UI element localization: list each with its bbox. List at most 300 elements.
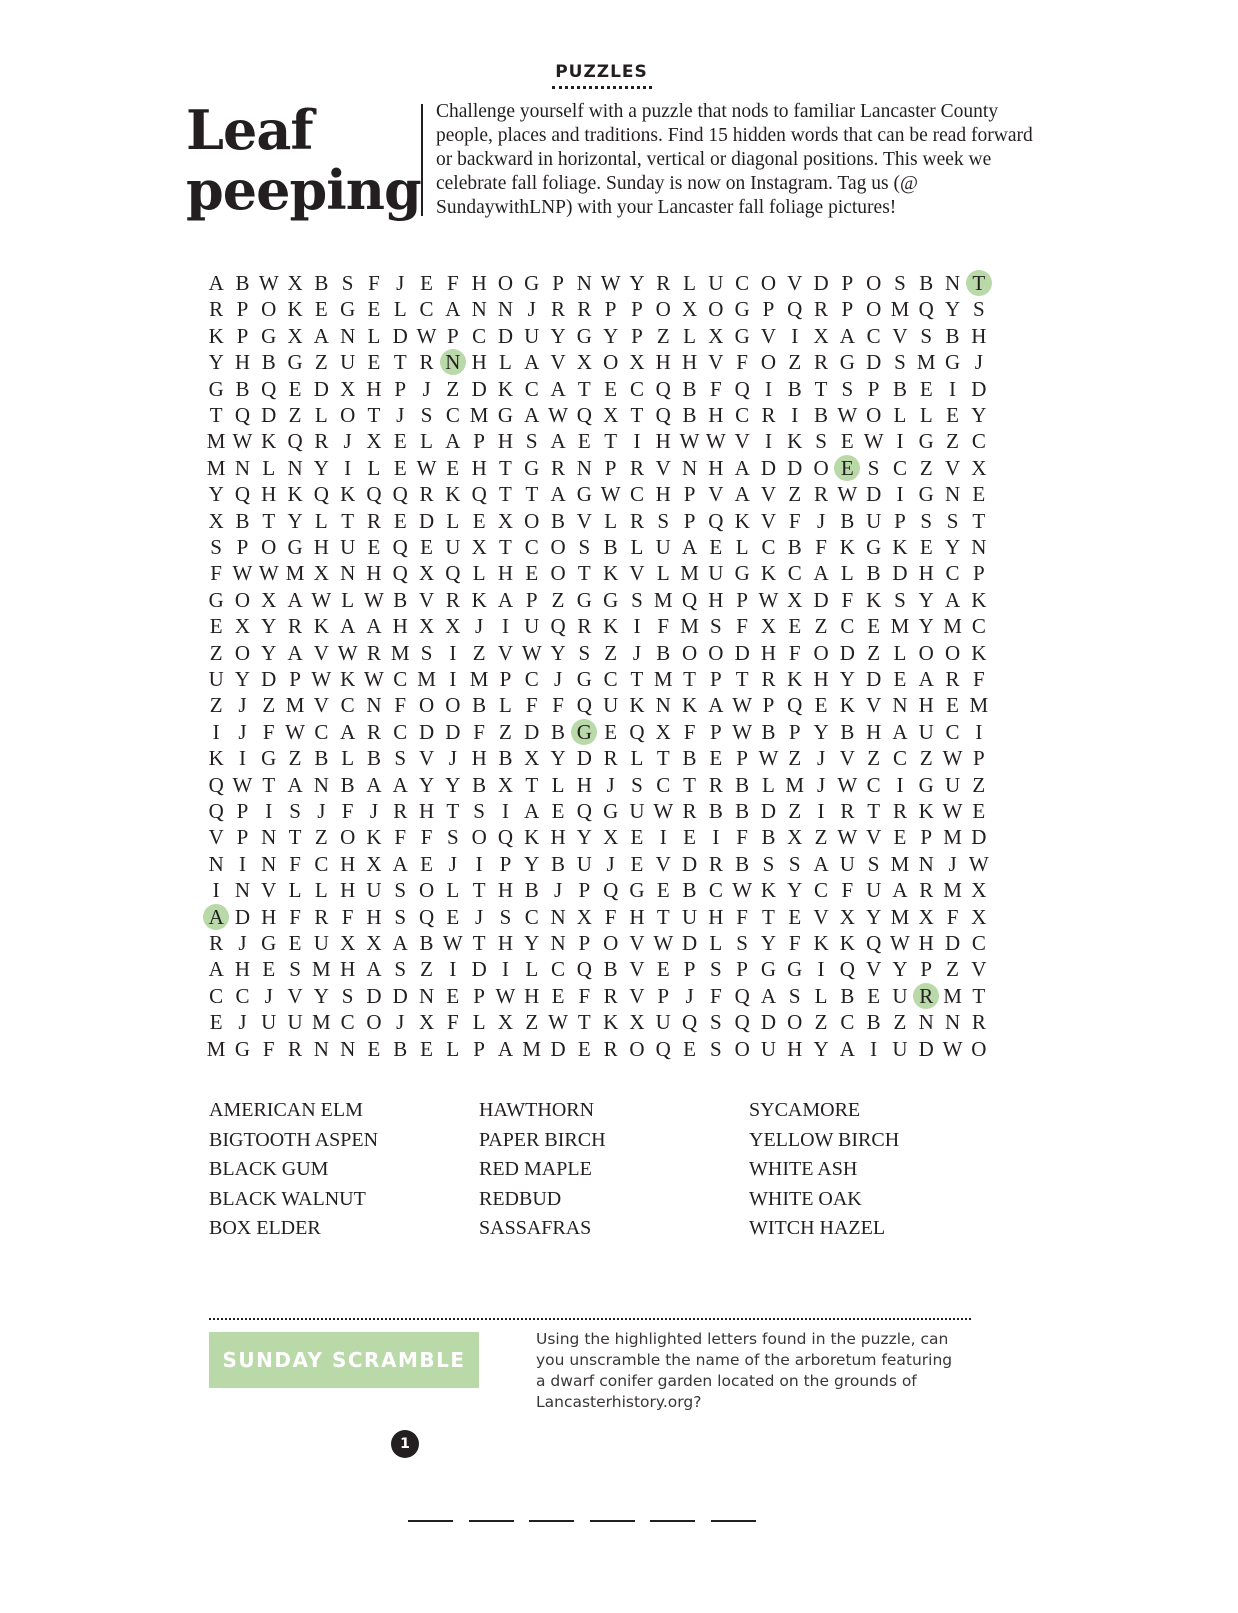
answer-blank[interactable] bbox=[650, 1520, 695, 1522]
grid-letter: Y bbox=[760, 931, 777, 955]
grid-letter: X bbox=[971, 904, 987, 929]
grid-letter: A bbox=[497, 1036, 514, 1061]
grid-letter: Q bbox=[918, 297, 934, 322]
grid-letter: G bbox=[629, 878, 645, 903]
grid-letter: F bbox=[525, 693, 538, 718]
grid-letter: U bbox=[629, 799, 645, 823]
grid-letter: Z bbox=[499, 719, 512, 744]
grid-letter: R bbox=[603, 983, 618, 1008]
grid-letter: J bbox=[343, 429, 352, 454]
grid-letter: D bbox=[813, 271, 829, 295]
grid-letter: Z bbox=[788, 799, 802, 823]
grid-letter: U bbox=[261, 1010, 277, 1035]
grid-letter: C bbox=[708, 878, 723, 903]
grid-letter: W bbox=[732, 878, 753, 903]
grid-letter: F bbox=[736, 904, 748, 929]
grid-letter: G bbox=[234, 1036, 251, 1061]
grid-letter: Y bbox=[261, 640, 277, 665]
grid-letter: Q bbox=[681, 587, 698, 612]
grid-letter: N bbox=[471, 297, 487, 322]
grid-letter: T bbox=[446, 799, 460, 823]
grid-letter: C bbox=[945, 719, 960, 744]
grid-letter: P bbox=[499, 851, 512, 876]
grid-letter: B bbox=[393, 587, 408, 612]
grid-letter: R bbox=[551, 297, 566, 322]
grid-letter: W bbox=[758, 587, 779, 612]
grid-letter: P bbox=[236, 825, 249, 850]
grid-letter: E bbox=[262, 957, 276, 982]
grid-letter: D bbox=[471, 376, 487, 401]
grid-letter: E bbox=[788, 614, 802, 639]
grid-letter: K bbox=[971, 587, 987, 612]
grid-letter: E bbox=[946, 693, 959, 718]
grid-letter: T bbox=[472, 878, 486, 903]
grid-letter: K bbox=[734, 508, 750, 533]
grid-letter: R bbox=[419, 350, 434, 375]
grid-letter: B bbox=[682, 878, 697, 903]
grid-letter: V bbox=[708, 350, 724, 375]
grid-letter: K bbox=[787, 667, 803, 691]
grid-letter: B bbox=[682, 403, 697, 427]
grid-letter: F bbox=[394, 693, 407, 718]
highlighted-letter: R bbox=[913, 983, 939, 1009]
grid-letter: P bbox=[683, 508, 696, 533]
grid-letter: L bbox=[446, 878, 460, 903]
grid-letter: I bbox=[659, 825, 667, 850]
grid-letter: L bbox=[893, 640, 907, 665]
grid-letter: G bbox=[787, 957, 803, 982]
grid-letter: Z bbox=[656, 323, 670, 348]
grid-letter: Y bbox=[813, 719, 829, 744]
grid-letter: W bbox=[942, 1036, 963, 1061]
grid-letter: M bbox=[390, 640, 410, 665]
grid-letter: I bbox=[344, 455, 352, 480]
grid-letter: P bbox=[762, 693, 775, 718]
grid-letter: S bbox=[394, 957, 407, 982]
grid-letter: I bbox=[712, 825, 720, 850]
grid-letter: O bbox=[471, 825, 487, 850]
grid-letter: E bbox=[656, 878, 670, 903]
grid-letter: Z bbox=[919, 455, 933, 480]
answer-blank[interactable] bbox=[590, 1520, 635, 1522]
grid-letter: S bbox=[841, 376, 854, 401]
scramble-heading: SUNDAY SCRAMBLE bbox=[209, 1332, 479, 1388]
grid-letter: L bbox=[735, 535, 749, 559]
grid-letter: I bbox=[475, 851, 483, 876]
grid-letter: Y bbox=[892, 957, 908, 982]
grid-letter: L bbox=[262, 455, 276, 480]
grid-letter: O bbox=[524, 508, 540, 533]
grid-letter: A bbox=[208, 957, 224, 982]
grid-letter: I bbox=[212, 878, 220, 903]
grid-letter: B bbox=[919, 271, 934, 295]
grid-letter: M bbox=[522, 1036, 542, 1061]
grid-letter: S bbox=[815, 429, 827, 454]
word-list-item: BIGTOOTH ASPEN bbox=[209, 1128, 379, 1151]
grid-letter: T bbox=[867, 799, 881, 823]
grid-letter: O bbox=[261, 535, 277, 559]
grid-letter: U bbox=[866, 508, 882, 533]
grid-letter: T bbox=[209, 403, 223, 427]
grid-letter: S bbox=[578, 640, 591, 665]
grid-letter: Q bbox=[234, 482, 251, 507]
grid-letter: M bbox=[653, 667, 673, 691]
grid-letter: Q bbox=[576, 403, 592, 427]
grid-letter: D bbox=[918, 1036, 934, 1061]
grid-letter: S bbox=[788, 983, 801, 1008]
grid-letter: N bbox=[655, 693, 671, 718]
grid-letter: A bbox=[392, 772, 408, 797]
grid-letter: Q bbox=[392, 535, 408, 559]
grid-letter: H bbox=[261, 482, 277, 507]
grid-letter: O bbox=[340, 403, 356, 427]
grid-letter: V bbox=[655, 455, 671, 480]
grid-letter: F bbox=[841, 878, 854, 903]
grid-letter: R bbox=[761, 667, 776, 691]
grid-letter: P bbox=[683, 482, 696, 507]
grid-letter: B bbox=[787, 535, 802, 559]
grid-letter: J bbox=[527, 297, 536, 322]
grid-letter: K bbox=[497, 376, 514, 401]
answer-blank[interactable] bbox=[408, 1520, 453, 1522]
word-list-item: YELLOW BIRCH bbox=[749, 1128, 900, 1151]
grid-letter: B bbox=[682, 746, 697, 771]
grid-letter: F bbox=[604, 904, 617, 929]
grid-letter: O bbox=[603, 350, 619, 375]
grid-letter: S bbox=[788, 851, 801, 876]
grid-letter: D bbox=[261, 667, 277, 691]
grid-letter: M bbox=[969, 693, 989, 718]
grid-letter: X bbox=[366, 429, 382, 454]
grid-letter: Z bbox=[788, 350, 802, 375]
grid-letter: J bbox=[606, 851, 615, 876]
grid-letter: J bbox=[422, 376, 431, 401]
grid-letter: Q bbox=[445, 561, 461, 586]
grid-letter: F bbox=[946, 904, 959, 929]
grid-letter: E bbox=[656, 957, 670, 982]
grid-letter: S bbox=[394, 878, 407, 903]
grid-letter: J bbox=[238, 931, 247, 955]
grid-letter: J bbox=[632, 640, 642, 665]
grid-letter: Q bbox=[787, 297, 803, 322]
grid-letter: E bbox=[709, 746, 723, 771]
grid-letter: E bbox=[577, 429, 591, 454]
grid-letter: S bbox=[578, 535, 591, 559]
grid-letter: G bbox=[524, 455, 540, 480]
grid-letter: H bbox=[234, 957, 251, 982]
grid-letter: K bbox=[524, 825, 540, 850]
grid-letter: V bbox=[655, 851, 671, 876]
grid-letter: H bbox=[708, 587, 724, 612]
grid-letter: T bbox=[762, 904, 775, 929]
grid-letter: Q bbox=[681, 1010, 698, 1035]
grid-letter: X bbox=[418, 614, 435, 639]
grid-letter: F bbox=[552, 693, 564, 718]
grid-letter: B bbox=[603, 535, 618, 559]
grid-letter: U bbox=[839, 851, 855, 876]
grid-letter: R bbox=[288, 1036, 303, 1061]
grid-letter: D bbox=[760, 455, 777, 480]
grid-letter: K bbox=[340, 482, 356, 507]
grid-letter: C bbox=[761, 535, 776, 559]
grid-letter: V bbox=[418, 587, 435, 612]
grid-letter: N bbox=[418, 983, 435, 1008]
grid-letter: E bbox=[893, 667, 907, 691]
grid-letter: W bbox=[600, 482, 621, 507]
grid-letter: K bbox=[892, 535, 908, 559]
grid-letter: G bbox=[208, 376, 224, 401]
grid-letter: S bbox=[289, 957, 301, 982]
grid-letter: A bbox=[340, 614, 356, 639]
grid-letter: F bbox=[972, 667, 985, 691]
grid-letter: C bbox=[866, 323, 881, 348]
grid-letter: A bbox=[445, 429, 461, 454]
grid-letter: V bbox=[550, 350, 566, 375]
grid-letter: A bbox=[366, 957, 382, 982]
grid-letter: K bbox=[603, 614, 619, 639]
grid-letter: A bbox=[681, 535, 698, 559]
grid-letter: P bbox=[236, 323, 249, 348]
grid-letter: Z bbox=[314, 350, 328, 375]
grid-letter: N bbox=[208, 851, 224, 876]
grid-letter: X bbox=[839, 904, 855, 929]
grid-letter: L bbox=[341, 746, 355, 771]
grid-letter: S bbox=[525, 429, 538, 454]
grid-letter: J bbox=[816, 746, 826, 771]
grid-letter: B bbox=[708, 799, 723, 823]
grid-letter: H bbox=[471, 271, 487, 295]
dotted-divider bbox=[209, 1318, 971, 1320]
grid-letter: B bbox=[814, 403, 829, 427]
grid-letter: C bbox=[629, 482, 644, 507]
grid-letter: E bbox=[709, 535, 723, 559]
grid-letter: F bbox=[578, 983, 591, 1008]
grid-letter: I bbox=[238, 851, 246, 876]
grid-letter: W bbox=[442, 931, 463, 955]
grid-letter: P bbox=[972, 561, 985, 586]
grid-letter: Q bbox=[734, 983, 750, 1008]
grid-letter: S bbox=[499, 904, 512, 929]
grid-letter: I bbox=[501, 957, 509, 982]
grid-letter: W bbox=[600, 271, 621, 295]
grid-letter: Z bbox=[814, 1010, 828, 1035]
grid-letter: R bbox=[314, 429, 329, 454]
grid-letter: N bbox=[313, 1036, 329, 1061]
grid-letter: W bbox=[942, 746, 963, 771]
grid-letter: L bbox=[446, 508, 460, 533]
grid-letter: A bbox=[550, 429, 566, 454]
grid-letter: R bbox=[814, 297, 829, 322]
grid-letter: D bbox=[681, 851, 698, 876]
grid-letter: T bbox=[683, 772, 696, 797]
grid-letter: Q bbox=[366, 482, 382, 507]
grid-letter: K bbox=[287, 482, 303, 507]
grid-letter: A bbox=[445, 297, 461, 322]
grid-letter: W bbox=[258, 561, 279, 586]
grid-letter: A bbox=[524, 799, 540, 823]
grid-letter: Q bbox=[866, 931, 882, 955]
grid-letter: A bbox=[892, 719, 908, 744]
grid-letter: H bbox=[655, 482, 671, 507]
grid-letter: C bbox=[971, 429, 986, 454]
grid-letter: B bbox=[551, 851, 566, 876]
grid-letter: U bbox=[760, 1036, 777, 1061]
grid-letter: V bbox=[866, 957, 882, 982]
grid-letter: Z bbox=[314, 825, 328, 850]
answer-blank[interactable] bbox=[529, 1520, 574, 1522]
grid-letter: F bbox=[709, 983, 722, 1008]
grid-letter: C bbox=[340, 1010, 355, 1035]
number-badge: 1 bbox=[391, 1430, 419, 1458]
grid-letter: V bbox=[708, 482, 724, 507]
grid-letter: N bbox=[313, 772, 329, 797]
grid-letter: X bbox=[418, 1010, 435, 1035]
grid-letter: A bbox=[918, 667, 934, 691]
grid-letter: T bbox=[814, 376, 828, 401]
grid-letter: F bbox=[289, 851, 301, 876]
grid-letter: L bbox=[499, 693, 512, 718]
grid-letter: D bbox=[576, 746, 592, 771]
grid-letter: A bbox=[392, 931, 408, 955]
grid-letter: G bbox=[918, 772, 934, 797]
grid-letter: Y bbox=[550, 640, 566, 665]
grid-letter: W bbox=[416, 323, 437, 348]
grid-letter: N bbox=[971, 535, 987, 559]
word-list-item: BOX ELDER bbox=[209, 1217, 321, 1239]
grid-letter: M bbox=[653, 587, 673, 612]
grid-letter: T bbox=[972, 508, 986, 533]
grid-letter: R bbox=[708, 851, 723, 876]
grid-letter: N bbox=[944, 482, 961, 507]
grid-letter: E bbox=[919, 376, 933, 401]
grid-letter: P bbox=[499, 667, 512, 691]
grid-letter: R bbox=[577, 614, 592, 639]
grid-letter: H bbox=[261, 904, 277, 929]
grid-letter: Z bbox=[604, 640, 618, 665]
grid-letter: W bbox=[653, 799, 674, 823]
grid-letter: Y bbox=[550, 323, 566, 348]
grid-letter: X bbox=[313, 561, 329, 586]
answer-blank[interactable] bbox=[711, 1520, 756, 1522]
grid-letter: H bbox=[813, 667, 829, 691]
grid-letter: W bbox=[968, 851, 989, 876]
grid-letter: L bbox=[367, 323, 381, 348]
grid-letter: Q bbox=[261, 376, 277, 401]
grid-letter: N bbox=[892, 693, 908, 718]
grid-letter: D bbox=[418, 719, 435, 744]
grid-letter: E bbox=[209, 614, 223, 639]
grid-letter: C bbox=[314, 719, 329, 744]
grid-letter: W bbox=[232, 429, 253, 454]
grid-letter: G bbox=[261, 931, 277, 955]
grid-letter: Z bbox=[525, 1010, 539, 1035]
grid-letter: M bbox=[206, 1036, 226, 1061]
grid-letter: E bbox=[972, 799, 986, 823]
grid-letter: Z bbox=[972, 772, 986, 797]
grid-letter: W bbox=[863, 429, 884, 454]
grid-letter: O bbox=[366, 1010, 382, 1035]
grid-letter: B bbox=[945, 323, 960, 348]
grid-letter: C bbox=[892, 746, 907, 771]
grid-letter: D bbox=[971, 825, 987, 850]
grid-letter: O bbox=[261, 297, 277, 322]
grid-letter: K bbox=[681, 693, 698, 718]
grid-letter: T bbox=[577, 1010, 591, 1035]
grid-letter: F bbox=[841, 587, 854, 612]
grid-letter: C bbox=[603, 667, 618, 691]
grid-letter: U bbox=[287, 1010, 303, 1035]
grid-letter: X bbox=[576, 904, 592, 929]
grid-letter: R bbox=[577, 297, 592, 322]
grid-letter: X bbox=[471, 535, 487, 559]
grid-letter: V bbox=[813, 904, 829, 929]
grid-letter: L bbox=[709, 931, 723, 955]
grid-letter: S bbox=[631, 587, 643, 612]
grid-letter: C bbox=[340, 693, 355, 718]
grid-letter: Q bbox=[576, 957, 592, 982]
word-list-item: REDBUD bbox=[479, 1187, 562, 1210]
grid-letter: O bbox=[734, 1036, 750, 1061]
grid-letter: G bbox=[918, 482, 934, 507]
grid-letter: H bbox=[708, 904, 724, 929]
grid-letter: R bbox=[314, 904, 329, 929]
grid-letter: D bbox=[866, 667, 882, 691]
grid-letter: D bbox=[866, 482, 882, 507]
grid-letter: S bbox=[631, 772, 643, 797]
grid-letter: O bbox=[866, 297, 882, 322]
grid-letter: F bbox=[473, 719, 485, 744]
answer-blank[interactable] bbox=[469, 1520, 514, 1522]
grid-letter: M bbox=[890, 614, 910, 639]
grid-letter: B bbox=[235, 508, 250, 533]
grid-letter: B bbox=[472, 772, 487, 797]
grid-letter: X bbox=[603, 403, 619, 427]
grid-letter: Z bbox=[288, 746, 302, 771]
grid-letter: P bbox=[552, 271, 564, 295]
grid-letter: B bbox=[551, 508, 566, 533]
grid-letter: W bbox=[364, 587, 384, 612]
grid-letter: V bbox=[418, 746, 435, 771]
grid-letter: V bbox=[760, 508, 777, 533]
grid-letter: B bbox=[761, 825, 776, 850]
grid-letter: K bbox=[787, 429, 803, 454]
grid-letter: H bbox=[918, 561, 934, 586]
grid-letter: M bbox=[890, 904, 910, 929]
grid-letter: B bbox=[366, 746, 381, 771]
grid-letter: V bbox=[629, 561, 645, 586]
grid-letter: G bbox=[734, 323, 750, 348]
grid-letter: I bbox=[791, 323, 799, 348]
grid-letter: U bbox=[655, 535, 671, 559]
grid-letter: I bbox=[633, 429, 641, 454]
grid-letter: P bbox=[920, 957, 933, 982]
grid-letter: I bbox=[896, 482, 904, 507]
grid-letter: V bbox=[734, 429, 750, 454]
grid-letter: T bbox=[288, 825, 302, 850]
grid-letter: N bbox=[918, 851, 934, 876]
grid-letter: P bbox=[578, 878, 591, 903]
grid-letter: L bbox=[630, 535, 644, 559]
grid-letter: Z bbox=[788, 482, 802, 507]
grid-letter: S bbox=[972, 297, 985, 322]
grid-letter: I bbox=[501, 799, 509, 823]
grid-letter: L bbox=[446, 1036, 460, 1061]
grid-letter: Q bbox=[550, 614, 566, 639]
grid-letter: Z bbox=[814, 614, 828, 639]
grid-letter: W bbox=[521, 640, 542, 665]
grid-letter: C bbox=[787, 561, 802, 586]
grid-letter: M bbox=[206, 455, 226, 480]
